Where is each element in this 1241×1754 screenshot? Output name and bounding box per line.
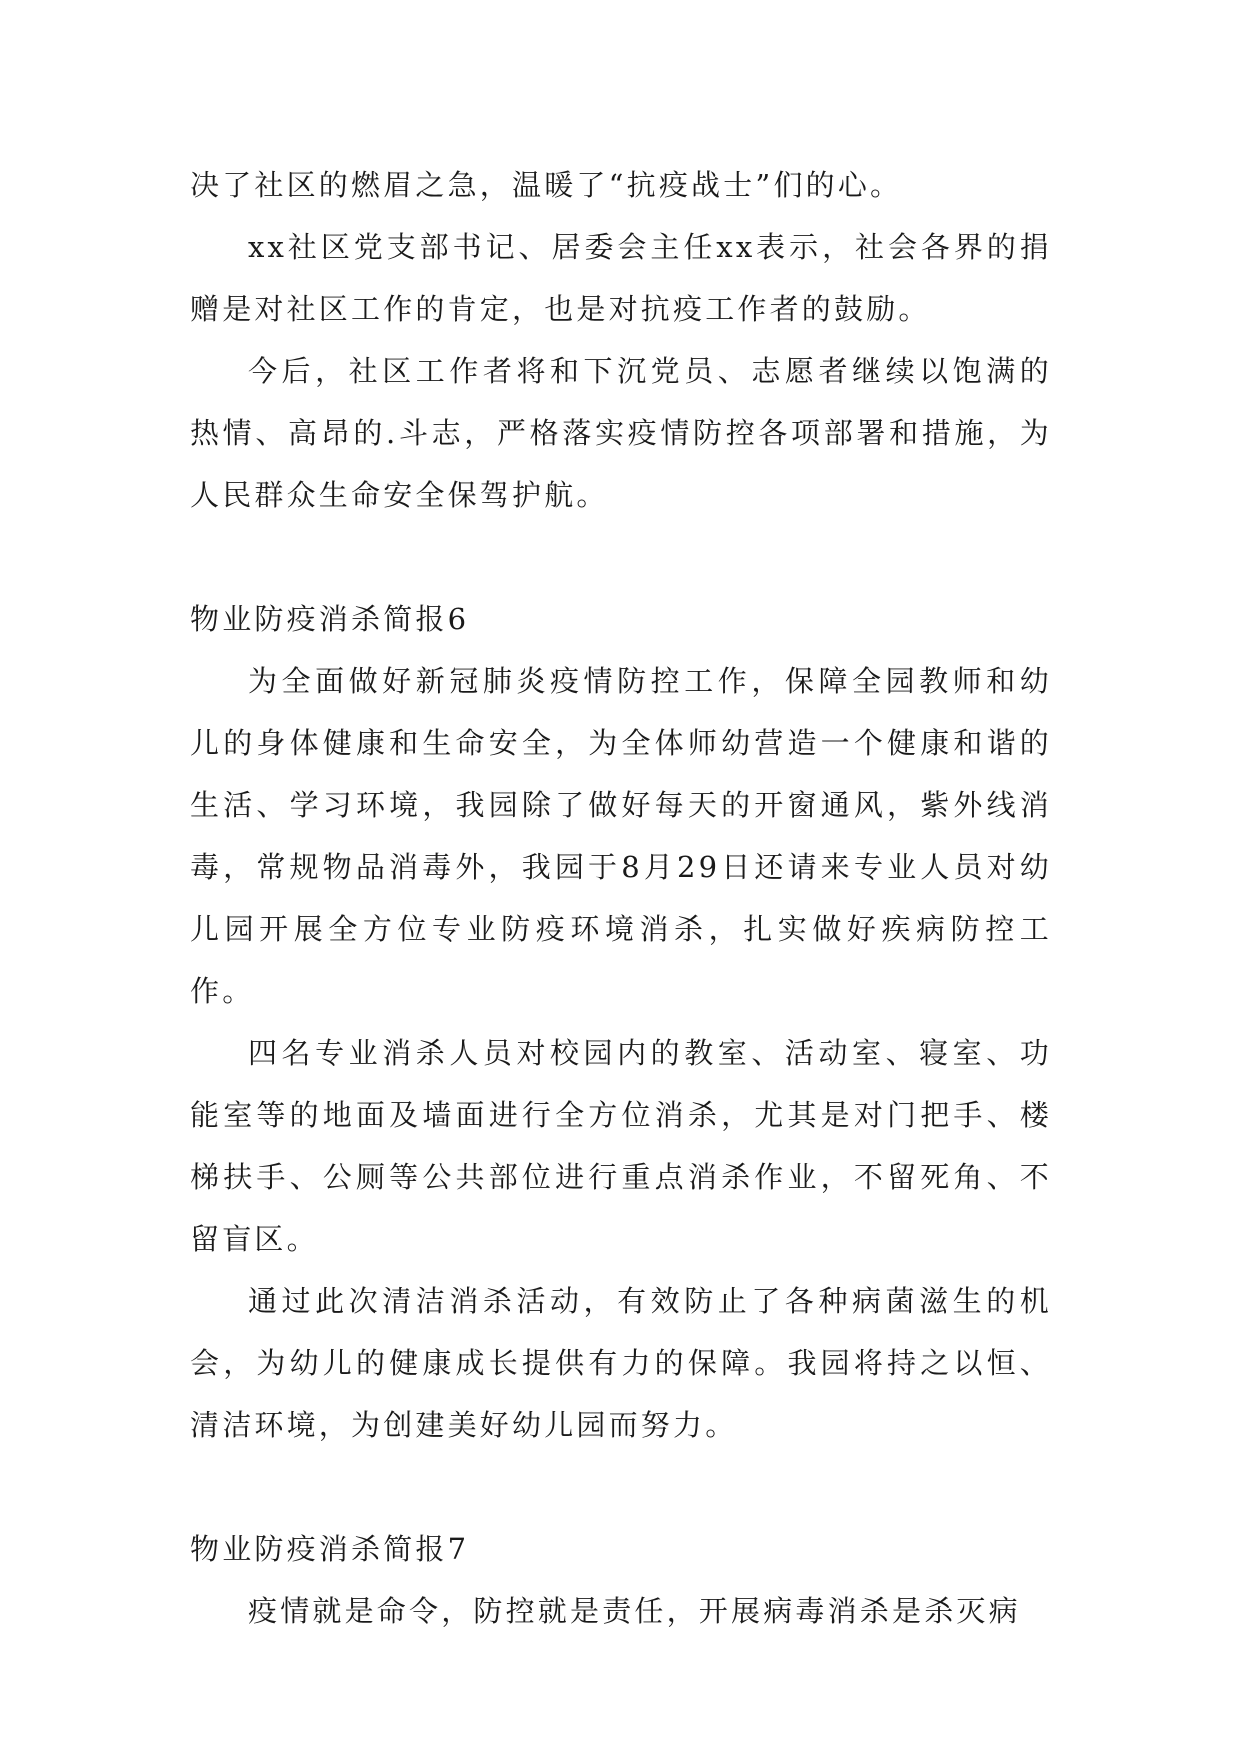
paragraph: 通过此次清洁消杀活动，有效防止了各种病菌滋生的机会，为幼儿的健康成长提供有力的保障。我园将持之以恒、清洁环境，为创建美好幼儿园而努力。 [190, 1284, 1052, 1442]
paragraph: 四名专业消杀人员对校园内的教室、活动室、寝室、功能室等的地面及墙面进行全方位消杀，尤其是对门把手、楼梯扶手、公厕等公共部位进行重点消杀作业，不留死角、不留盲区。 [190, 1036, 1052, 1256]
section-heading: 物业防疫消杀简报6 [190, 602, 470, 636]
paragraph: 为全面做好新冠肺炎疫情防控工作，保障全园教师和幼儿的身体健康和生命安全，为全体师幼营造一个健康和谐的生活、学习环境，我园除了做好每天的开窗通风，紫外线消毒，常规物品消毒外，我园于8月29日还请来专业人员对幼儿园开展全方位专业防疫环境消杀，扎实做好疾病防控工作。 [190, 664, 1052, 1008]
section-heading: 物业防疫消杀简报7 [190, 1532, 470, 1566]
paragraph: 今后，社区工作者将和下沉党员、志愿者继续以饱满的热情、高昂的.斗志，严格落实疫情防控各项部署和措施，为人民群众生命安全保驾护航。 [190, 354, 1052, 512]
paragraph: 决了社区的燃眉之急，温暖了“抗疫战士”们的心。 [190, 168, 903, 202]
document-body [190, 154, 1052, 1642]
paragraph: xx社区党支部书记、居委会主任xx表示，社会各界的捐赠是对社区工作的肯定，也是对抗疫工作者的鼓励。 [190, 230, 1052, 326]
paragraph: 疫情就是命令，防控就是责任，开展病毒消杀是杀灭病 [248, 1594, 1021, 1628]
